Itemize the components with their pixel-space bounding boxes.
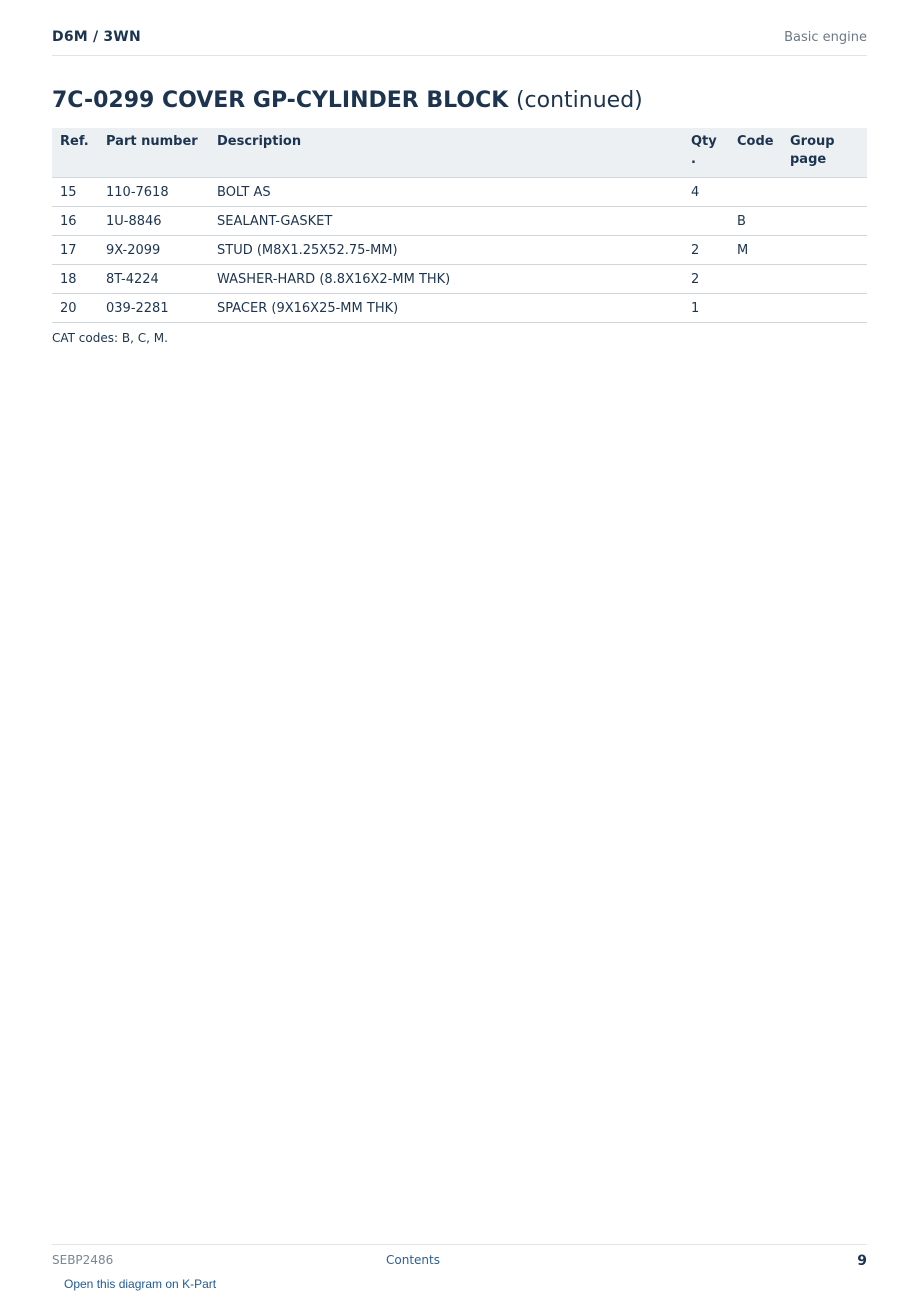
section-label: Basic engine [784,30,867,45]
cell-ref: 20 [52,294,98,323]
col-header-group-page: Group page [782,128,867,178]
cell-description: SPACER (9X16X25-MM THK) [209,294,683,323]
cell-part-number: 9X-2099 [98,236,209,265]
table-row [52,236,867,265]
cell-part-number: 110-7618 [98,178,209,207]
parts-table [52,128,867,323]
cell-qty [683,207,729,236]
cell-group-page [782,294,867,323]
cell-group-page [782,236,867,265]
cell-part-number: 8T-4224 [98,265,209,294]
col-header-description: Description [209,128,683,178]
cell-code: M [729,236,782,265]
col-header-code: Code [729,128,782,178]
table-row [52,207,867,236]
cell-qty: 2 [683,236,729,265]
title-suffix: (continued) [515,88,643,113]
cell-code: B [729,207,782,236]
cell-ref: 16 [52,207,98,236]
cell-description: WASHER-HARD (8.8X16X2-MM THK) [209,265,683,294]
cell-qty: 1 [683,294,729,323]
title-main: 7C-0299 COVER GP-CYLINDER BLOCK [52,88,509,113]
document-id: SEBP2486 [52,1253,114,1267]
page-number: 9 [857,1253,867,1269]
cell-description: SEALANT-GASKET [209,207,683,236]
cell-code [729,265,782,294]
col-header-part-number: Part number [98,128,209,178]
cell-part-number: 039-2281 [98,294,209,323]
cell-group-page [782,265,867,294]
cell-ref: 15 [52,178,98,207]
contents-link[interactable]: Contents [386,1253,440,1267]
cell-qty: 4 [683,178,729,207]
page-title [52,88,643,113]
cell-ref: 18 [52,265,98,294]
model-label: D6M / 3WN [52,29,141,45]
cell-code [729,294,782,323]
cell-description: STUD (M8X1.25X52.75-MM) [209,236,683,265]
cell-description: BOLT AS [209,178,683,207]
cat-codes-note: CAT codes: B, C, M. [52,331,168,345]
col-header-ref: Ref. [52,128,98,178]
table-row [52,265,867,294]
cell-qty: 2 [683,265,729,294]
cell-group-page [782,178,867,207]
table-header-row [52,128,867,178]
open-kpart-link[interactable]: Open this diagram on K-Part [64,1277,217,1291]
cell-ref: 17 [52,236,98,265]
table-row [52,178,867,207]
footer-divider [52,1244,867,1245]
cell-group-page [782,207,867,236]
col-header-qty: Qty . [683,128,729,178]
cell-part-number: 1U-8846 [98,207,209,236]
page-header [52,28,867,56]
table-row [52,294,867,323]
cell-code [729,178,782,207]
